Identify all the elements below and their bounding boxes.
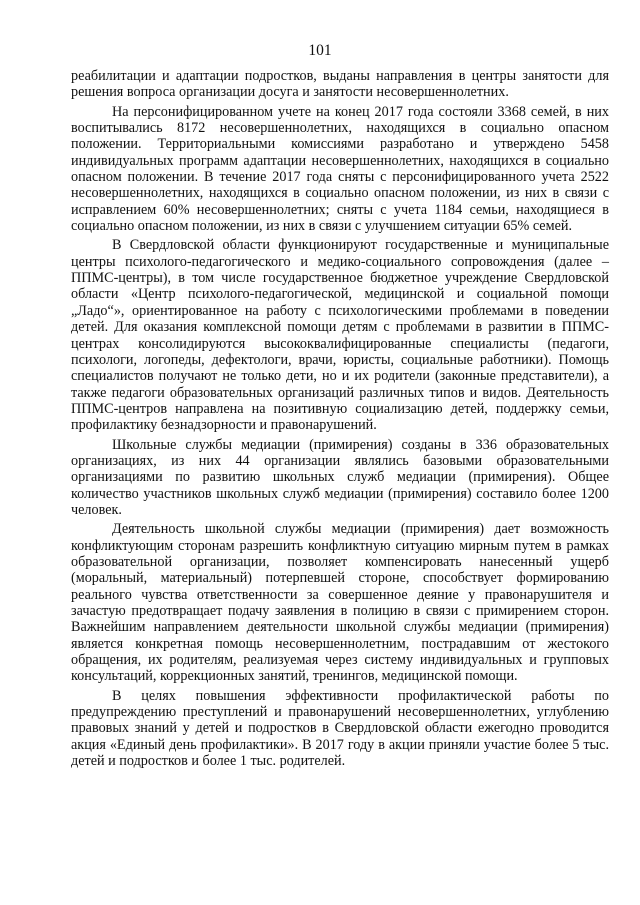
paragraph-3: В Свердловской области функционируют государственные и муниципальные центры психолого-педагогического и медико-социального сопровождения (далее – ППМС-центры), в том числе государственное бюджетное учреждение Свердловской области «Центр психолого-педагогической, медицинской и социальной помощи „Ладо“», ориентированное на работу с психологическими проблемами в поведении детей. Для оказания комплексной помощи детям с проблемами в развитии в ППМС-центрах консолидируются высококвалифицированные специалисты (педагоги, психологи, логопеды, дефектологи, врачи, юристы, социальные работники). Помощь специалистов получают не только дети, но и их родители (законные представители), а также педагоги образовательных организаций различных типов и видов. Деятельность ППМС-центров направлена на позитивную социализацию детей, поддержку семьи, профилактику безнадзорности и правонарушений. [71, 237, 609, 434]
paragraph-5: Деятельность школьной службы медиации (примирения) дает возможность конфликтующим сторонам разрешить конфликтную ситуацию мирным путем в рамках образовательной организации, позволяет компенсировать нанесенный ущерб (моральный, материальный) потерпевшей стороне, способствует формированию реального чувства ответственности за совершенное деяние у правонарушителя и зачастую предотвращает подачу заявления в полицию в связи с примирением сторон. Важнейшим направлением деятельности школьной службы медиации (примирения) является конкретная помощь несовершеннолетним, пострадавшим от жестокого обращения, их родителям, реализуемая через систему индивидуальных и групповых консультаций, коррекционных занятий, тренингов, медицинской помощи. [71, 521, 609, 685]
paragraph-1: реабилитации и адаптации подростков, выданы направления в центры занятости для решения вопроса организации досуга и занятости несовершеннолетних. [71, 68, 609, 101]
paragraph-6: В целях повышения эффективности профилактической работы по предупреждению преступлений и правонарушений несовершеннолетних, углублению правовых знаний у детей и подростков в Свердловской области ежегодно проводится акция «Единый день профилактики». В 2017 году в акции приняли участие более 5 тыс. детей и подростков и более 1 тыс. родителей. [71, 687, 609, 770]
paragraph-4: Школьные службы медиации (примирения) созданы в 336 образовательных организациях, из них 44 организации являлись базовыми образовательными организациями по развитию школьных служб медиации (примирения). Общее количество участников школьных служб медиации (примирения) составило более 1200 человек. [71, 436, 609, 518]
page-number: 101 [308, 42, 332, 59]
document-body [71, 68, 609, 769]
paragraph-2: На персонифицированном учете на конец 2017 года состояли 3368 семей, в них воспитывались 8172 несовершеннолетних, находящихся в социально опасном положении. Территориальными комиссиями разработано и утверждено 5458 индивидуальных программ адаптации несовершеннолетних, находящихся в социально опасном положении. В течение 2017 года сняты с персонифицированного учета 2522 несовершеннолетних, находящихся в социально опасном положении, из них в связи с исправлением 60% несовершеннолетних; сняты с учета 1184 семьи, находящиеся в социально опасном положении, из них в связи с улучшением ситуации 65% семей. [71, 103, 609, 235]
